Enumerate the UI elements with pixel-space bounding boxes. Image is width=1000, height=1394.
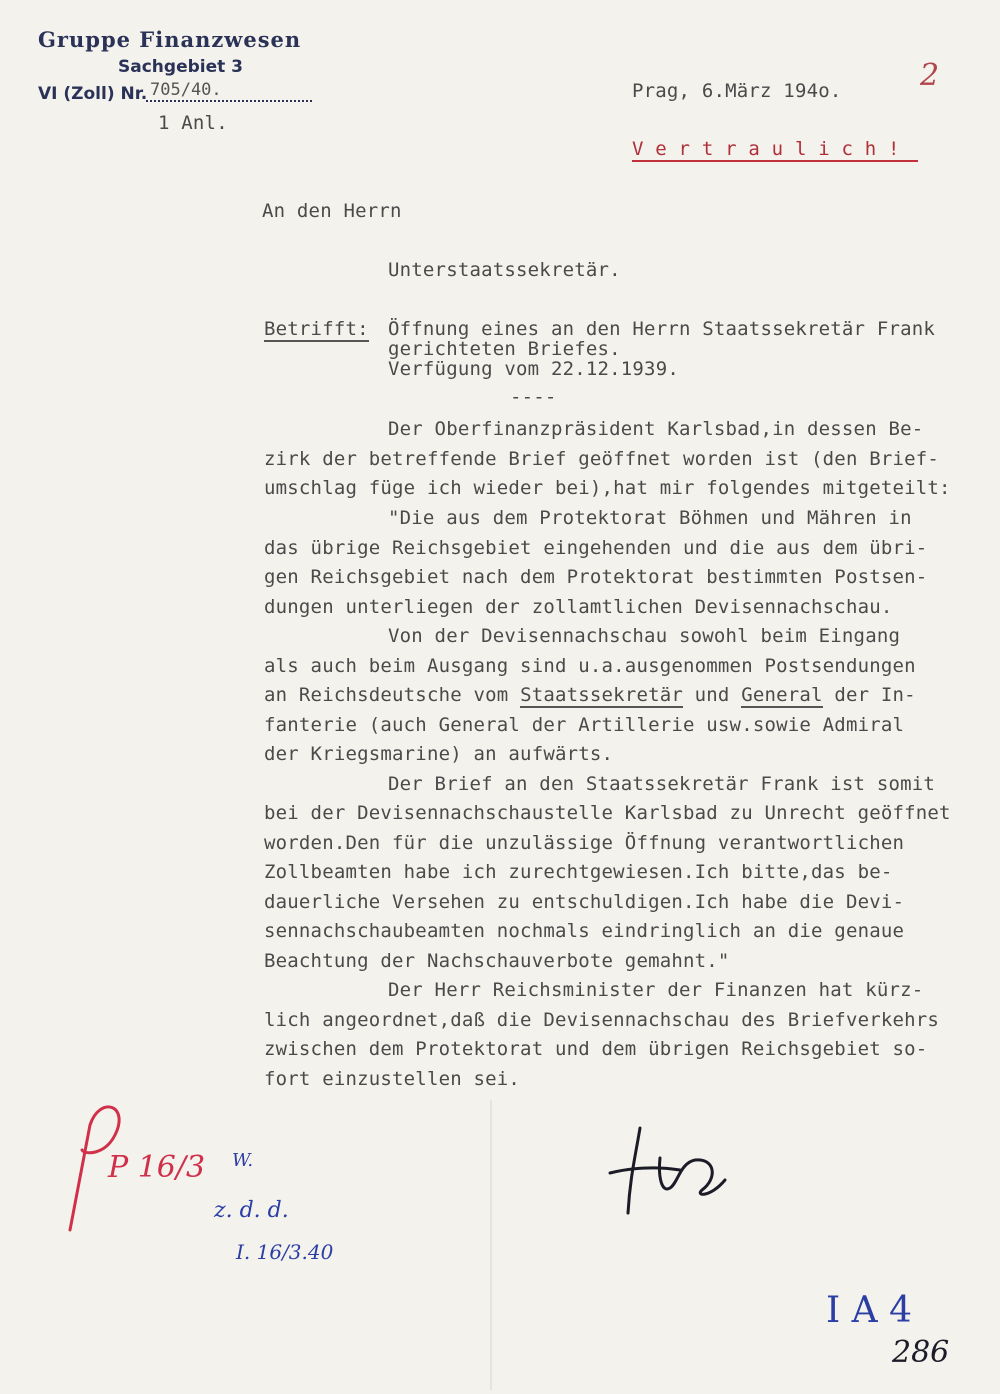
addressee-line2: Unterstaatssekretär. — [388, 259, 621, 281]
stamp-reference-label: VI (Zoll) Nr. — [38, 84, 148, 104]
classification-underline — [632, 160, 918, 162]
subject-line2: gerichteten Briefes. — [388, 338, 621, 360]
subject-label: Betrifft: — [264, 318, 369, 340]
subject-line3: Verfügung vom 22.12.1939. — [388, 358, 679, 380]
place-date: Prag, 6.März 194o. — [632, 80, 842, 102]
underlined-term: General — [741, 684, 823, 706]
body-line: lich angeordnet,daß die Devisennachschau des Briefverkehrs — [264, 1009, 940, 1031]
body-line: bei der Devisennachschaustelle Karlsbad zu Unrecht geöffnet — [264, 802, 951, 824]
addressee-line1: An den Herrn — [262, 200, 402, 222]
body-line: fort einzustellen sei. — [264, 1068, 521, 1090]
body-text: der In- — [822, 684, 916, 706]
body-line: dauerliche Versehen zu entschuldigen.Ich habe die Devi- — [264, 891, 905, 913]
subject-separator: ---- — [510, 386, 557, 408]
body-line: als auch beim Ausgang sind u.a.ausgenommen Postsendungen — [264, 655, 916, 677]
signature — [600, 1118, 750, 1228]
paper-fold — [490, 1100, 492, 1390]
body-line: der Kriegsmarine) an aufwärts. — [264, 743, 614, 765]
page-mark: 2 — [920, 58, 940, 93]
body-line: zwischen dem Protektorat und dem übrigen Reichsgebiet so- — [264, 1038, 928, 1060]
stamp-subdivision: Sachgebiet 3 — [118, 57, 243, 77]
folio-number: 286 — [892, 1335, 950, 1370]
red-handwritten-date: P 16/3 — [108, 1150, 206, 1185]
body-line: sennachschaubeamten nochmals eindringlich an die genaue — [264, 920, 905, 942]
body-line: das übrige Reichsgebiet eingehenden und die aus dem übri- — [264, 537, 928, 559]
body-text: und — [683, 684, 742, 706]
body-text: an Reichsdeutsche vom — [264, 684, 521, 706]
blue-note-initial: W. — [232, 1150, 254, 1171]
reference-number: 705/40. — [150, 80, 222, 100]
reference-dotted-line — [146, 100, 312, 102]
body-line: fanterie (auch General der Artillerie usw.sowie Admiral — [264, 714, 905, 736]
enclosure-note: 1 Anl. — [158, 112, 228, 134]
blue-note-date: I. 16/3.40 — [236, 1240, 334, 1264]
classification: V e r t r a u l i c h ! — [632, 138, 900, 160]
body-line: worden.Den für die unzulässige Öffnung verantwortlichen — [264, 832, 905, 854]
body-line: Zollbeamten habe ich zurechtgewiesen.Ich bitte,das be- — [264, 861, 893, 883]
body-line: dungen unterliegen der zollamtlichen Devisennachschau. — [264, 596, 893, 618]
stamp-department: Gruppe Finanzwesen — [38, 27, 302, 52]
body-line: "Die aus dem Protektorat Böhmen und Mähren in — [388, 507, 912, 529]
body-line: Beachtung der Nachschauverbote gemahnt." — [264, 950, 730, 972]
body-line: Der Herr Reichsminister der Finanzen hat kürz- — [388, 979, 924, 1001]
body-line: gen Reichsgebiet nach dem Protektorat bestimmten Postsen- — [264, 566, 928, 588]
body-line: umschlag füge ich wieder bei),hat mir folgendes mitgeteilt: — [264, 477, 951, 499]
body-line: zirk der betreffende Brief geöffnet worden ist (den Brief- — [264, 448, 940, 470]
body-line: Der Brief an den Staatssekretär Frank ist somit — [388, 773, 936, 795]
body-line: Von der Devisennachschau sowohl beim Eingang — [388, 625, 901, 647]
body-line-mixed — [264, 684, 916, 706]
blue-note-disposition: z. d. d. — [214, 1198, 289, 1223]
subject-line1: Öffnung eines an den Herrn Staatssekretär Frank — [388, 318, 936, 340]
underlined-term: Staatssekretär — [520, 684, 684, 706]
file-mark: I A 4 — [826, 1290, 913, 1331]
body-line: Der Oberfinanzpräsident Karlsbad,in dessen Be- — [388, 418, 924, 440]
